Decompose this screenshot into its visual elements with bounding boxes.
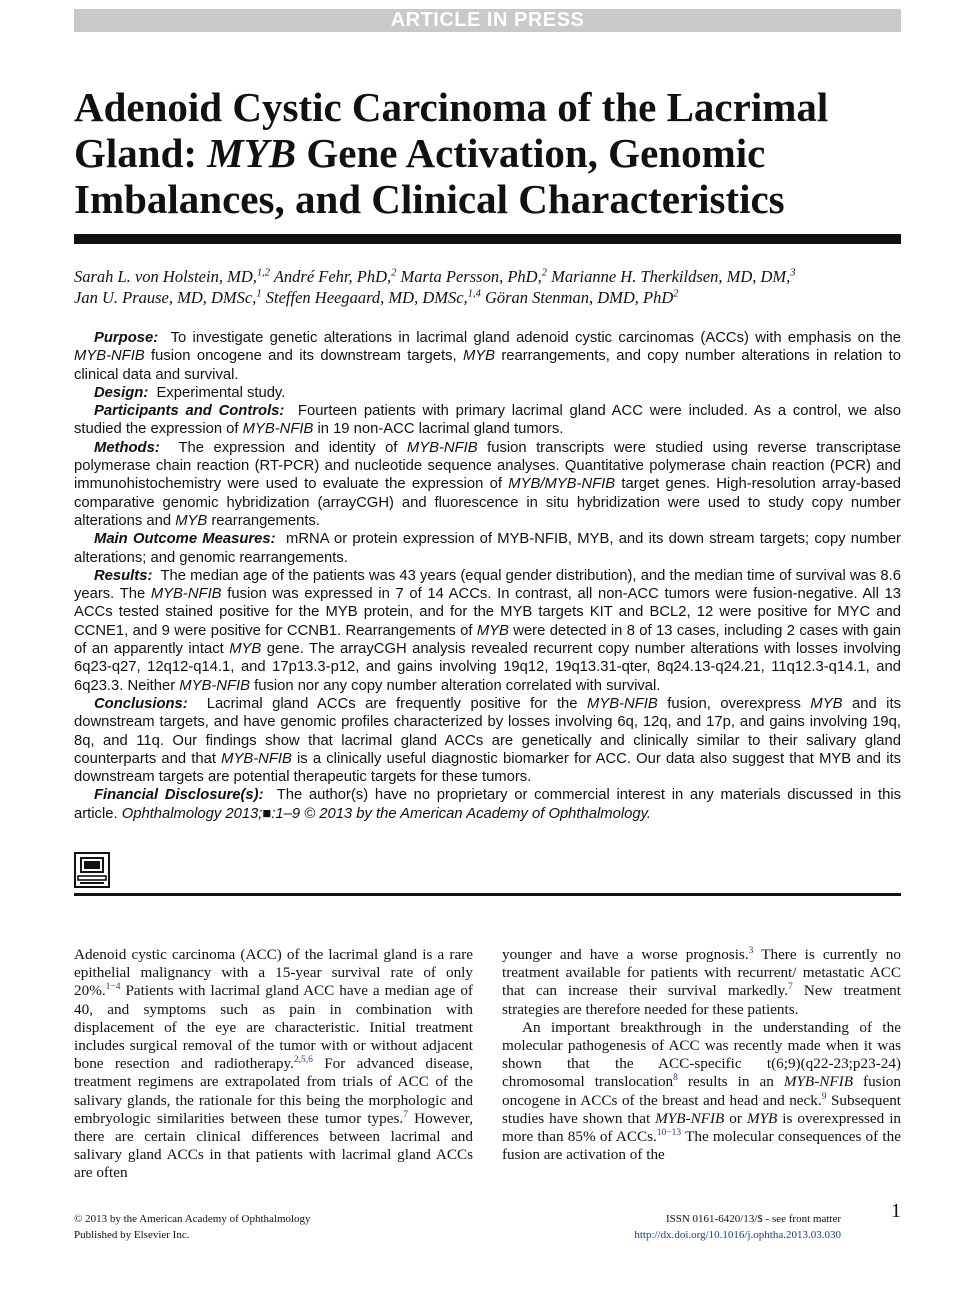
body-paragraph — [502, 1019, 901, 1165]
gene-name: MYB-NFIB — [655, 1109, 725, 1127]
publisher-notice: Published by Elsevier Inc. — [74, 1229, 190, 1241]
author-affiliation: 2 — [541, 267, 547, 279]
author: André Fehr, PhD, — [273, 267, 392, 286]
section-label: Methods: — [94, 439, 160, 456]
title-gene: MYB — [207, 130, 297, 176]
author-affiliation: 2 — [673, 288, 679, 300]
text-run: fusion oncogene in ACCs of the breast and head and neck. — [502, 1073, 901, 1109]
reference-link[interactable]: 8 — [673, 1073, 678, 1084]
text-run: fusion nor any copy number alteration correlated with survival. — [250, 677, 661, 694]
abstract-design — [74, 384, 901, 402]
author: Steffen Heegaard, MD, DMSc, — [265, 288, 468, 307]
gene-name: MYB-NFIB — [587, 695, 658, 712]
abstract-disclosure — [74, 786, 901, 823]
text-run: Patients with lacrimal gland ACC have a median age of 40, and symptoms such as pain in combination with displacement of the eye are characteristic. Initial treatment includes surgical removal of the tumor with or without adjacent bone resection and radiotherapy. — [74, 982, 473, 1073]
abstract-methods — [74, 439, 901, 530]
footer-left — [74, 1211, 311, 1243]
gene-name: MYB — [746, 1109, 778, 1127]
gene-name: MYB-NFIB — [221, 750, 292, 767]
author: Marta Persson, PhD, — [400, 267, 542, 286]
gene-name: MYB-NFIB — [783, 1073, 853, 1091]
text-run: Subsequent studies have shown that — [502, 1091, 902, 1127]
abstract-results — [74, 567, 901, 695]
reference-link[interactable]: 1−4 — [105, 982, 121, 993]
reference-link[interactable]: 10−13 — [656, 1127, 682, 1138]
doi-link[interactable]: http://dx.doi.org/10.1016/j.ophtha.2013.03.030 — [634, 1229, 841, 1241]
text-run: Adenoid cystic carcinoma (ACC) of the lacrimal gland is a rare epithelial malignancy with a 15-year survival rate of only 20%. — [74, 946, 473, 1000]
section-label: Purpose: — [94, 330, 159, 346]
section-label: Financial Disclosure(s): — [94, 787, 264, 804]
gene-name: MYB — [810, 695, 843, 712]
text-run: rearrangements. — [207, 512, 320, 529]
author-affiliation: 2 — [391, 267, 397, 279]
text-run: gene. The arrayCGH analysis revealed recurrent copy number alterations with losses involving 6q23-q27, 12q12-q14.1, and 17p13.3-p12, and gains involving 19q12, 19q13.31-qter, 8q24.13-q24.21, 11q12.3-q14.1, and 6q23.3. Neither — [74, 641, 901, 694]
text-run: or — [724, 1109, 747, 1127]
body-column-left — [74, 946, 473, 1183]
gene-name: MYB/MYB-NFIB — [508, 476, 616, 493]
author: Marianne H. Therkildsen, MD, DM, — [551, 267, 791, 286]
title-part2: Gene Activation, Genomic Imbalances, and Clinical Characteristics — [74, 130, 785, 222]
reference-link[interactable]: 2,5,6 — [293, 1055, 313, 1066]
computer-monitor-icon[interactable] — [74, 852, 110, 888]
text-run: is overexpressed in more than 85% of ACCs. — [502, 1109, 902, 1146]
gene-name: MYB — [175, 512, 208, 529]
citation: Ophthalmology 2013;■:1–9 © 2013 by the American Academy of Ophthalmology. — [121, 805, 651, 822]
section-label: Conclusions: — [94, 695, 188, 712]
text-run: Experimental study. — [156, 384, 286, 401]
text-run: in 19 non-ACC lacrimal gland tumors. — [313, 421, 564, 438]
text-run: results in an — [677, 1073, 784, 1091]
text-run: To investigate genetic alterations in lacrimal gland adenoid cystic carcinomas (ACCs) with emphasis on the — [170, 330, 901, 346]
section-label: Main Outcome Measures: — [94, 531, 276, 548]
article-in-press-banner: ARTICLE IN PRESS — [74, 9, 901, 32]
abstract-purpose — [74, 329, 901, 384]
section-label: Participants and Controls: — [94, 403, 285, 420]
section-label: Design: — [94, 384, 149, 401]
text-run: The molecular consequences of the fusion are activation of the — [502, 1128, 901, 1164]
text-run: However, there are certain clinical differences between lacrimal and salivary gland ACCs in that patients with lacrimal gland ACCs are often — [74, 1109, 473, 1182]
text-run: Lacrimal gland ACCs are frequently positive for the — [206, 695, 588, 712]
gene-name: MYB — [229, 641, 262, 658]
gene-name: MYB — [476, 622, 509, 639]
text-run: rearrangements, and copy number alterations in relation to clinical data and survival. — [74, 348, 901, 383]
author: Sarah L. von Holstein, MD, — [74, 267, 257, 286]
section-label: Results: — [94, 567, 153, 584]
text-run: An important breakthrough in the understanding of the molecular pathogenesis of ACC was recently made when it was shown that the ACC-specific t(6;9)(q22-23;p23-24) chromosomal translocation — [502, 1018, 901, 1091]
text-run: There is currently no treatment available for patients with recurrent/ metastatic ACC that can increase their survival markedly. — [502, 946, 901, 1000]
text-run: The expression and identity of — [178, 439, 407, 456]
abstract-conclusions — [74, 695, 901, 786]
author-affiliation: 1,2 — [256, 267, 270, 279]
text-run: Fourteen patients with primary lacrimal gland ACC were included. As a control, we also studied the expression of — [74, 403, 901, 438]
gene-name: MYB-NFIB — [242, 421, 314, 438]
author-affiliation: 1 — [256, 288, 262, 300]
gene-name: MYB-NFIB — [74, 348, 145, 365]
author: Göran Stenman, DMD, PhD — [484, 288, 674, 307]
article-title — [74, 84, 904, 222]
footer-right — [634, 1211, 841, 1243]
abstract-participants — [74, 402, 901, 439]
text-run: and its downstream targets, and have genomic profiles characterized by losses involving 6q, 12q, and 17p, and gains involving 19q, 8q, and 11q. Our findings show that lacrimal gland ACCs are genetically and clinically similar to their salivary gland counterparts and that — [74, 695, 901, 767]
text-run: The median age of the patients was 43 years (equal gender distribution), and the median time of survival was 8.6 years. The — [74, 567, 901, 603]
title-part1: Adenoid Cystic Carcinoma of the Lacrimal Gland: — [74, 84, 829, 176]
gene-name: MYB-NFIB — [179, 677, 250, 694]
text-run: New treatment strategies are therefore needed for these patients. — [502, 982, 901, 1018]
abstract — [74, 329, 901, 823]
title-divider — [74, 234, 901, 244]
reference-link[interactable]: 7 — [788, 982, 793, 993]
text-run: mRNA or protein expression of MYB-NFIB, MYB, and its down stream targets; copy number alterations; and genomic rearrangements. — [74, 531, 901, 566]
author-affiliation: 1,4 — [467, 288, 481, 300]
gene-name: MYB-NFIB — [406, 439, 478, 456]
author: Jan U. Prause, MD, DMSc, — [74, 288, 257, 307]
text-run: fusion, overexpress — [657, 695, 811, 712]
text-run: The author(s) have no proprietary or commercial interest in any materials discussed in this article. — [74, 787, 902, 822]
copyright-notice: © 2013 by the American Academy of Ophthalmology — [74, 1213, 311, 1225]
author-list — [74, 266, 904, 308]
abstract-outcome-measures — [74, 530, 901, 567]
gene-name: MYB-NFIB — [150, 586, 222, 603]
body-column-right — [502, 946, 901, 1164]
author-affiliation: 3 — [790, 267, 796, 279]
abstract-divider — [74, 893, 901, 896]
text-run: younger and have a worse prognosis. — [502, 946, 749, 963]
body-paragraph — [502, 946, 901, 1019]
text-run: fusion transcripts were studied using reverse transcriptase polymerase chain reaction (RT-PCR) and nucleotide sequence analyses. Quantitative polymerase chain reaction (PCR) and immunohistochemistry were used to evaluate the expression of — [74, 439, 901, 493]
reference-link[interactable]: 7 — [403, 1109, 408, 1120]
text-run: For advanced disease, treatment regimens are extrapolated from trials of ACC of the salivary glands, the rationale for this being the morphologic and embryologic similarities between these tumor types. — [74, 1055, 474, 1127]
reference-link[interactable]: 3 — [748, 945, 754, 956]
text-run: were detected in 8 of 13 cases, including 2 cases with gain of an apparently intact — [74, 622, 902, 658]
issn: ISSN 0161-6420/13/$ - see front matter — [665, 1213, 841, 1225]
gene-name: MYB — [462, 348, 496, 365]
body-paragraph — [74, 946, 473, 1183]
text-run: target genes. High-resolution array-based comparative genomic hybridization (arrayCGH) and fluorescence in situ hybridization were used to study copy number alterations and — [74, 476, 901, 529]
reference-link[interactable]: 9 — [821, 1091, 827, 1102]
page-number: 1 — [891, 1200, 901, 1222]
text-run: is a clinically useful diagnostic biomarker for ACC. Our data also suggest that MYB and its downstream targets are potential therapeutic targets for these tumors. — [74, 750, 901, 786]
text-run: fusion was expressed in 7 of 14 ACCs. In contrast, all non-ACC tumors were fusion-negative. All 13 ACCs tested stained positive for the MYB protein, and for the MYB targets KIT and BCL2, 12 were positive for MYC and CCNE1, and 9 were positive for CCNB1. Rearrangements of — [74, 586, 901, 639]
text-run: fusion oncogene and its downstream targets, — [144, 348, 463, 365]
